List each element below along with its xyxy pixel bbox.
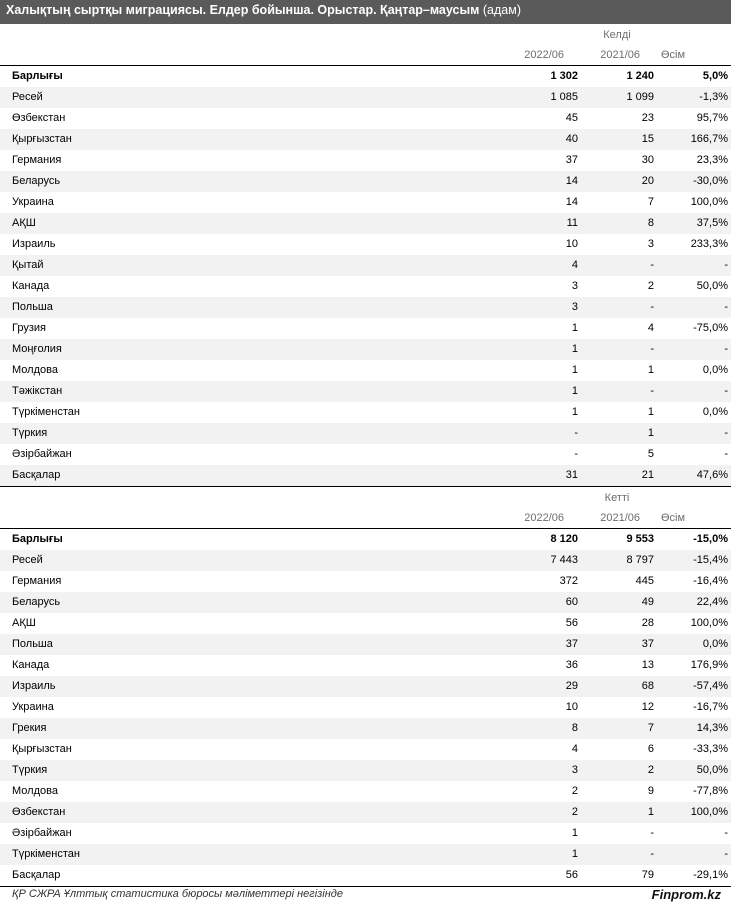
value-2022: 31 xyxy=(565,469,578,481)
value-2022: 29 xyxy=(565,680,578,692)
title-unit: (адам) xyxy=(482,3,522,17)
value-2021: 20 xyxy=(641,175,654,187)
table-row xyxy=(0,823,731,844)
value-2022: 4 xyxy=(571,259,578,271)
growth-value: 233,3% xyxy=(690,238,728,250)
country-name: Моңғолия xyxy=(12,343,62,355)
value-2022: 1 xyxy=(571,827,578,839)
table-row xyxy=(0,297,731,318)
table-row xyxy=(0,66,731,87)
country-name: Канада xyxy=(12,659,50,671)
growth-value: 100,0% xyxy=(690,196,728,208)
country-name: Барлығы xyxy=(12,70,63,82)
value-2022: 4 xyxy=(571,743,578,755)
value-2021: 2 xyxy=(647,764,654,776)
col-2022: 2022/06 xyxy=(524,49,564,61)
table-row xyxy=(0,865,731,886)
arrived-label: Келді xyxy=(603,29,631,41)
country-name: Барлығы xyxy=(12,533,63,545)
value-2021: 49 xyxy=(641,596,654,608)
value-2021: - xyxy=(650,343,654,355)
table-row xyxy=(0,192,731,213)
value-2021: 3 xyxy=(647,238,654,250)
table-row xyxy=(0,108,731,129)
country-name: Беларусь xyxy=(12,596,61,608)
value-2021: 79 xyxy=(641,869,654,881)
value-2022: 10 xyxy=(565,701,578,713)
value-2021: 13 xyxy=(641,659,654,671)
growth-value: 47,6% xyxy=(696,469,728,481)
country-name: Басқалар xyxy=(12,469,61,481)
table-row xyxy=(0,844,731,865)
growth-value: 50,0% xyxy=(696,280,728,292)
value-2021: 23 xyxy=(641,112,654,124)
value-2022: 8 xyxy=(571,722,578,734)
country-name: Қытай xyxy=(12,259,44,271)
value-2021: 12 xyxy=(641,701,654,713)
table-row xyxy=(0,571,731,592)
value-2021: 4 xyxy=(647,322,654,334)
table-row xyxy=(0,760,731,781)
table-row xyxy=(0,697,731,718)
value-2022: - xyxy=(574,427,578,439)
value-2021: 37 xyxy=(641,638,654,650)
growth-value: - xyxy=(724,385,728,397)
value-2021: 8 797 xyxy=(626,554,654,566)
value-2021: 1 240 xyxy=(626,70,654,82)
country-name: Германия xyxy=(12,154,62,166)
value-2022: 1 xyxy=(571,364,578,376)
table-row xyxy=(0,802,731,823)
growth-value: -16,4% xyxy=(693,575,728,587)
value-2021: 1 099 xyxy=(626,91,654,103)
value-2022: 45 xyxy=(565,112,578,124)
table-row xyxy=(0,781,731,802)
table-row xyxy=(0,465,731,486)
value-2021: - xyxy=(650,301,654,313)
value-2021: 68 xyxy=(641,680,654,692)
table-row xyxy=(0,339,731,360)
value-2022: 3 xyxy=(571,280,578,292)
value-2021: 30 xyxy=(641,154,654,166)
country-name: Түркіменстан xyxy=(12,848,80,860)
growth-value: 95,7% xyxy=(696,112,728,124)
growth-value: 5,0% xyxy=(702,70,728,82)
country-name: Молдова xyxy=(12,364,58,376)
source-note: ҚР СЖРА Ұлттық статистика бюросы мәліметтері негізінде xyxy=(12,888,343,900)
growth-value: -29,1% xyxy=(693,869,728,881)
value-2021: 5 xyxy=(647,448,654,460)
value-2022: 56 xyxy=(565,617,578,629)
table-row xyxy=(0,276,731,297)
country-name: АҚШ xyxy=(12,217,36,229)
growth-value: 22,4% xyxy=(696,596,728,608)
value-2021: 15 xyxy=(641,133,654,145)
value-2021: - xyxy=(650,827,654,839)
value-2021: 1 xyxy=(647,406,654,418)
growth-value: - xyxy=(724,301,728,313)
country-name: АҚШ xyxy=(12,617,36,629)
growth-value: -57,4% xyxy=(693,680,728,692)
country-name: Ресей xyxy=(12,91,43,103)
table-row xyxy=(0,739,731,760)
value-2021: 21 xyxy=(641,469,654,481)
country-name: Украина xyxy=(12,701,54,713)
table-row xyxy=(0,592,731,613)
value-2021: 7 xyxy=(647,722,654,734)
country-name: Басқалар xyxy=(12,869,61,881)
value-2022: 8 120 xyxy=(550,533,578,545)
departed-section xyxy=(0,487,731,887)
table-row xyxy=(0,634,731,655)
country-name: Германия xyxy=(12,575,62,587)
value-2022: 372 xyxy=(559,575,578,587)
value-2021: 8 xyxy=(647,217,654,229)
value-2022: 56 xyxy=(565,869,578,881)
country-name: Украина xyxy=(12,196,54,208)
country-name: Әзірбайжан xyxy=(12,827,72,839)
growth-value: - xyxy=(724,827,728,839)
value-2022: 3 xyxy=(571,301,578,313)
country-name: Түркия xyxy=(12,427,48,439)
growth-value: 166,7% xyxy=(690,133,728,145)
col-2021: 2021/06 xyxy=(600,49,640,61)
growth-value: -15,4% xyxy=(693,554,728,566)
country-name: Беларусь xyxy=(12,175,61,187)
growth-value: 0,0% xyxy=(702,406,728,418)
col-growth: Өсім xyxy=(660,512,686,524)
value-2022: 37 xyxy=(565,638,578,650)
value-2022: 14 xyxy=(565,196,578,208)
table-row xyxy=(0,550,731,571)
value-2022: 1 085 xyxy=(550,91,578,103)
growth-value: 100,0% xyxy=(690,617,728,629)
value-2022: 2 xyxy=(571,785,578,797)
table-row xyxy=(0,171,731,192)
value-2021: 28 xyxy=(641,617,654,629)
country-name: Молдова xyxy=(12,785,58,797)
departed-column-header xyxy=(0,508,731,529)
country-name: Қырғызстан xyxy=(12,743,72,755)
table-row xyxy=(0,423,731,444)
country-name: Израиль xyxy=(12,680,56,692)
table-row xyxy=(0,444,731,465)
growth-value: 0,0% xyxy=(702,364,728,376)
growth-value: -75,0% xyxy=(693,322,728,334)
value-2022: 3 xyxy=(571,764,578,776)
footer xyxy=(0,884,731,907)
growth-value: -15,0% xyxy=(693,533,728,545)
value-2022: 40 xyxy=(565,133,578,145)
value-2022: 1 xyxy=(571,343,578,355)
growth-value: 50,0% xyxy=(696,764,728,776)
departed-label: Кетті xyxy=(604,492,630,504)
country-name: Өзбекстан xyxy=(12,112,66,124)
country-name: Ресей xyxy=(12,554,43,566)
departed-group-header xyxy=(0,487,731,508)
value-2022: 1 xyxy=(571,322,578,334)
growth-value: 23,3% xyxy=(696,154,728,166)
arrived-section xyxy=(0,24,731,487)
country-name: Әзірбайжан xyxy=(12,448,72,460)
value-2021: - xyxy=(650,385,654,397)
value-2021: - xyxy=(650,259,654,271)
country-name: Өзбекстан xyxy=(12,806,66,818)
country-name: Тәжікстан xyxy=(12,385,63,397)
value-2022: 1 xyxy=(571,848,578,860)
arrived-rows xyxy=(0,66,731,487)
value-2022: 1 xyxy=(571,406,578,418)
table-row xyxy=(0,381,731,402)
growth-value: 14,3% xyxy=(696,722,728,734)
growth-value: - xyxy=(724,259,728,271)
growth-value: 176,9% xyxy=(690,659,728,671)
departed-rows xyxy=(0,529,731,887)
value-2022: 11 xyxy=(566,217,578,229)
country-name: Польша xyxy=(12,638,53,650)
growth-value: -16,7% xyxy=(693,701,728,713)
growth-value: 37,5% xyxy=(696,217,728,229)
growth-value: -77,8% xyxy=(693,785,728,797)
table-row xyxy=(0,655,731,676)
growth-value: -30,0% xyxy=(693,175,728,187)
table-row xyxy=(0,87,731,108)
value-2021: 6 xyxy=(647,743,654,755)
table-row xyxy=(0,613,731,634)
country-name: Израиль xyxy=(12,238,56,250)
value-2021: 9 xyxy=(647,785,654,797)
value-2021: 1 xyxy=(647,427,654,439)
growth-value: -1,3% xyxy=(699,91,728,103)
country-name: Түркия xyxy=(12,764,48,776)
brand-logo: Finprom.kz xyxy=(651,887,721,902)
value-2021: - xyxy=(650,848,654,860)
value-2022: 2 xyxy=(571,806,578,818)
col-2021: 2021/06 xyxy=(600,512,640,524)
country-name: Польша xyxy=(12,301,53,313)
growth-value: - xyxy=(724,427,728,439)
country-name: Түркіменстан xyxy=(12,406,80,418)
arrived-group-header xyxy=(0,24,731,45)
growth-value: - xyxy=(724,343,728,355)
value-2021: 1 xyxy=(647,806,654,818)
table-row xyxy=(0,360,731,381)
value-2022: 7 443 xyxy=(550,554,578,566)
title-main: Халықтың сыртқы миграциясы. Елдер бойынша. Орыстар. Қаңтар–маусым xyxy=(6,3,480,17)
country-name: Грекия xyxy=(12,722,47,734)
value-2022: 10 xyxy=(565,238,578,250)
arrived-column-header xyxy=(0,45,731,66)
table-row xyxy=(0,255,731,276)
value-2022: 36 xyxy=(565,659,578,671)
table-row xyxy=(0,129,731,150)
value-2022: 1 xyxy=(571,385,578,397)
table-row xyxy=(0,234,731,255)
table-row xyxy=(0,318,731,339)
value-2022: 60 xyxy=(565,596,578,608)
growth-value: 0,0% xyxy=(702,638,728,650)
value-2021: 2 xyxy=(647,280,654,292)
value-2021: 9 553 xyxy=(626,533,654,545)
table-row xyxy=(0,402,731,423)
col-2022: 2022/06 xyxy=(524,512,564,524)
growth-value: - xyxy=(724,448,728,460)
value-2021: 445 xyxy=(635,575,654,587)
col-growth: Өсім xyxy=(660,49,686,61)
country-name: Қырғызстан xyxy=(12,133,72,145)
value-2022: 37 xyxy=(565,154,578,166)
growth-value: 100,0% xyxy=(690,806,728,818)
country-name: Грузия xyxy=(12,322,46,334)
growth-value: - xyxy=(724,848,728,860)
country-name: Канада xyxy=(12,280,50,292)
value-2022: 14 xyxy=(565,175,578,187)
table-row xyxy=(0,529,731,550)
table-title xyxy=(0,0,731,24)
growth-value: -33,3% xyxy=(693,743,728,755)
table-row xyxy=(0,718,731,739)
value-2021: 7 xyxy=(647,196,654,208)
value-2022: 1 302 xyxy=(550,70,578,82)
value-2022: - xyxy=(574,448,578,460)
table-row xyxy=(0,213,731,234)
table-row xyxy=(0,150,731,171)
table-row xyxy=(0,676,731,697)
value-2021: 1 xyxy=(647,364,654,376)
